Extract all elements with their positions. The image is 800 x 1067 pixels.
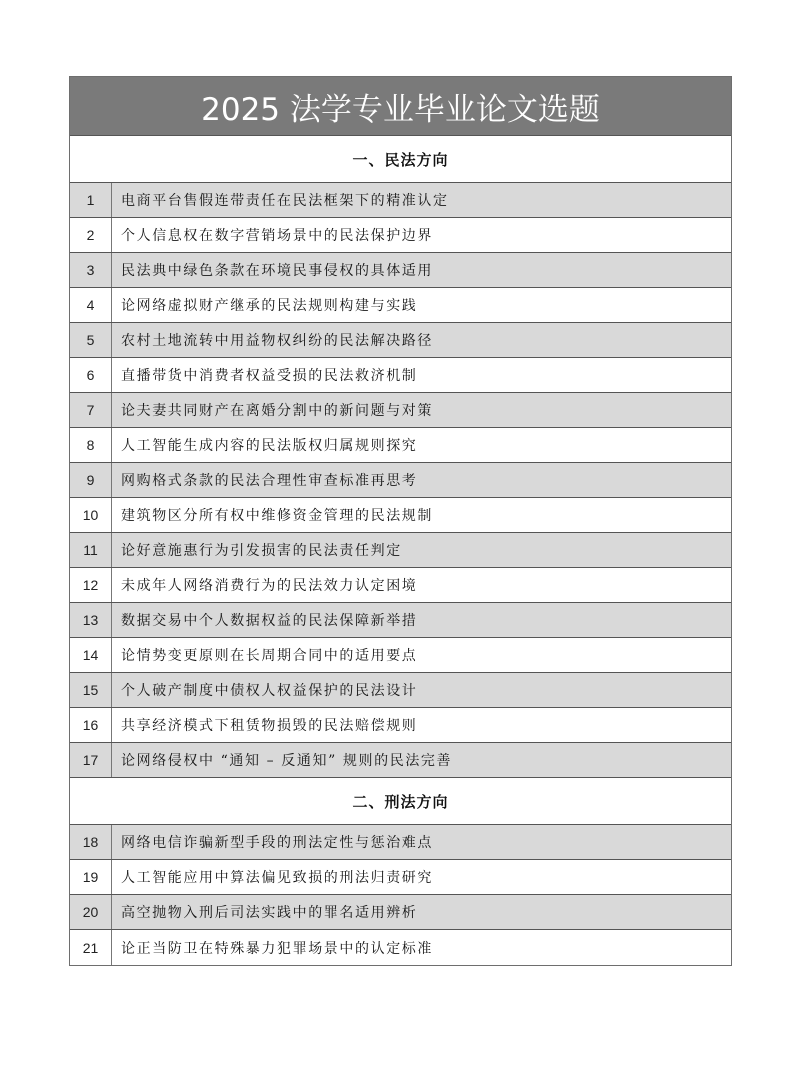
row-topic: 电商平台售假连带责任在民法框架下的精准认定 bbox=[121, 193, 449, 209]
table-row bbox=[70, 358, 731, 393]
row-number: 12 bbox=[70, 568, 112, 602]
table-row bbox=[70, 895, 731, 930]
table-row bbox=[70, 568, 731, 603]
table-row bbox=[70, 673, 731, 708]
section-heading-criminal-law: 二、刑法方向 bbox=[70, 778, 731, 825]
table-row bbox=[70, 253, 731, 288]
row-topic: 直播带货中消费者权益受损的民法救济机制 bbox=[121, 368, 418, 384]
row-topic: 人工智能生成内容的民法版权归属规则探究 bbox=[121, 438, 418, 454]
table-row bbox=[70, 498, 731, 533]
table-row bbox=[70, 323, 731, 358]
row-number: 9 bbox=[70, 463, 112, 497]
table-row bbox=[70, 463, 731, 498]
row-topic: 个人破产制度中债权人权益保护的民法设计 bbox=[121, 683, 418, 699]
row-topic: 数据交易中个人数据权益的民法保障新举措 bbox=[121, 613, 418, 629]
row-topic: 人工智能应用中算法偏见致损的刑法归责研究 bbox=[121, 870, 433, 886]
row-number: 18 bbox=[70, 825, 112, 859]
row-number: 19 bbox=[70, 860, 112, 894]
table-row bbox=[70, 393, 731, 428]
section-civil-law-rows bbox=[70, 183, 731, 778]
row-topic: 论正当防卫在特殊暴力犯罪场景中的认定标准 bbox=[121, 940, 433, 957]
row-topic: 论网络侵权中 “通知 – 反通知” 规则的民法完善 bbox=[121, 753, 453, 769]
row-number: 8 bbox=[70, 428, 112, 462]
row-number: 14 bbox=[70, 638, 112, 672]
table-row bbox=[70, 603, 731, 638]
row-topic: 共享经济模式下租赁物损毁的民法赔偿规则 bbox=[121, 718, 418, 734]
row-topic: 民法典中绿色条款在环境民事侵权的具体适用 bbox=[121, 263, 433, 279]
row-number: 7 bbox=[70, 393, 112, 427]
table-row bbox=[70, 860, 731, 895]
topics-table bbox=[69, 76, 732, 966]
row-number: 1 bbox=[70, 183, 112, 217]
row-number: 17 bbox=[70, 743, 112, 777]
row-topic: 论情势变更原则在长周期合同中的适用要点 bbox=[121, 648, 418, 664]
row-topic: 个人信息权在数字营销场景中的民法保护边界 bbox=[121, 228, 433, 244]
row-number: 13 bbox=[70, 603, 112, 637]
row-number: 20 bbox=[70, 895, 112, 929]
document-title: 2025 法学专业毕业论文选题 bbox=[70, 77, 731, 136]
row-number: 11 bbox=[70, 533, 112, 567]
row-number: 2 bbox=[70, 218, 112, 252]
table-row bbox=[70, 428, 731, 463]
table-row bbox=[70, 218, 731, 253]
row-topic: 建筑物区分所有权中维修资金管理的民法规制 bbox=[121, 508, 433, 524]
row-number: 10 bbox=[70, 498, 112, 532]
row-topic: 网络电信诈骗新型手段的刑法定性与惩治难点 bbox=[121, 835, 433, 851]
row-topic: 农村土地流转中用益物权纠纷的民法解决路径 bbox=[121, 333, 433, 349]
table-row bbox=[70, 288, 731, 323]
table-row bbox=[70, 638, 731, 673]
row-topic: 论网络虚拟财产继承的民法规则构建与实践 bbox=[121, 298, 418, 314]
row-topic: 未成年人网络消费行为的民法效力认定困境 bbox=[121, 578, 418, 594]
row-number: 4 bbox=[70, 288, 112, 322]
table-row bbox=[70, 825, 731, 860]
section-heading-civil-law: 一、民法方向 bbox=[70, 136, 731, 183]
row-topic: 论好意施惠行为引发损害的民法责任判定 bbox=[121, 543, 402, 559]
table-row bbox=[70, 930, 731, 965]
section-criminal-law-rows bbox=[70, 825, 731, 965]
table-row bbox=[70, 183, 731, 218]
table-row bbox=[70, 743, 731, 778]
row-number: 15 bbox=[70, 673, 112, 707]
row-topic: 高空抛物入刑后司法实践中的罪名适用辨析 bbox=[121, 905, 418, 921]
row-number: 16 bbox=[70, 708, 112, 742]
row-number: 5 bbox=[70, 323, 112, 357]
row-number: 21 bbox=[70, 930, 112, 965]
table-row bbox=[70, 533, 731, 568]
row-number: 6 bbox=[70, 358, 112, 392]
row-number: 3 bbox=[70, 253, 112, 287]
row-topic: 论夫妻共同财产在离婚分割中的新问题与对策 bbox=[121, 403, 433, 419]
table-row bbox=[70, 708, 731, 743]
row-topic: 网购格式条款的民法合理性审查标准再思考 bbox=[121, 473, 418, 489]
